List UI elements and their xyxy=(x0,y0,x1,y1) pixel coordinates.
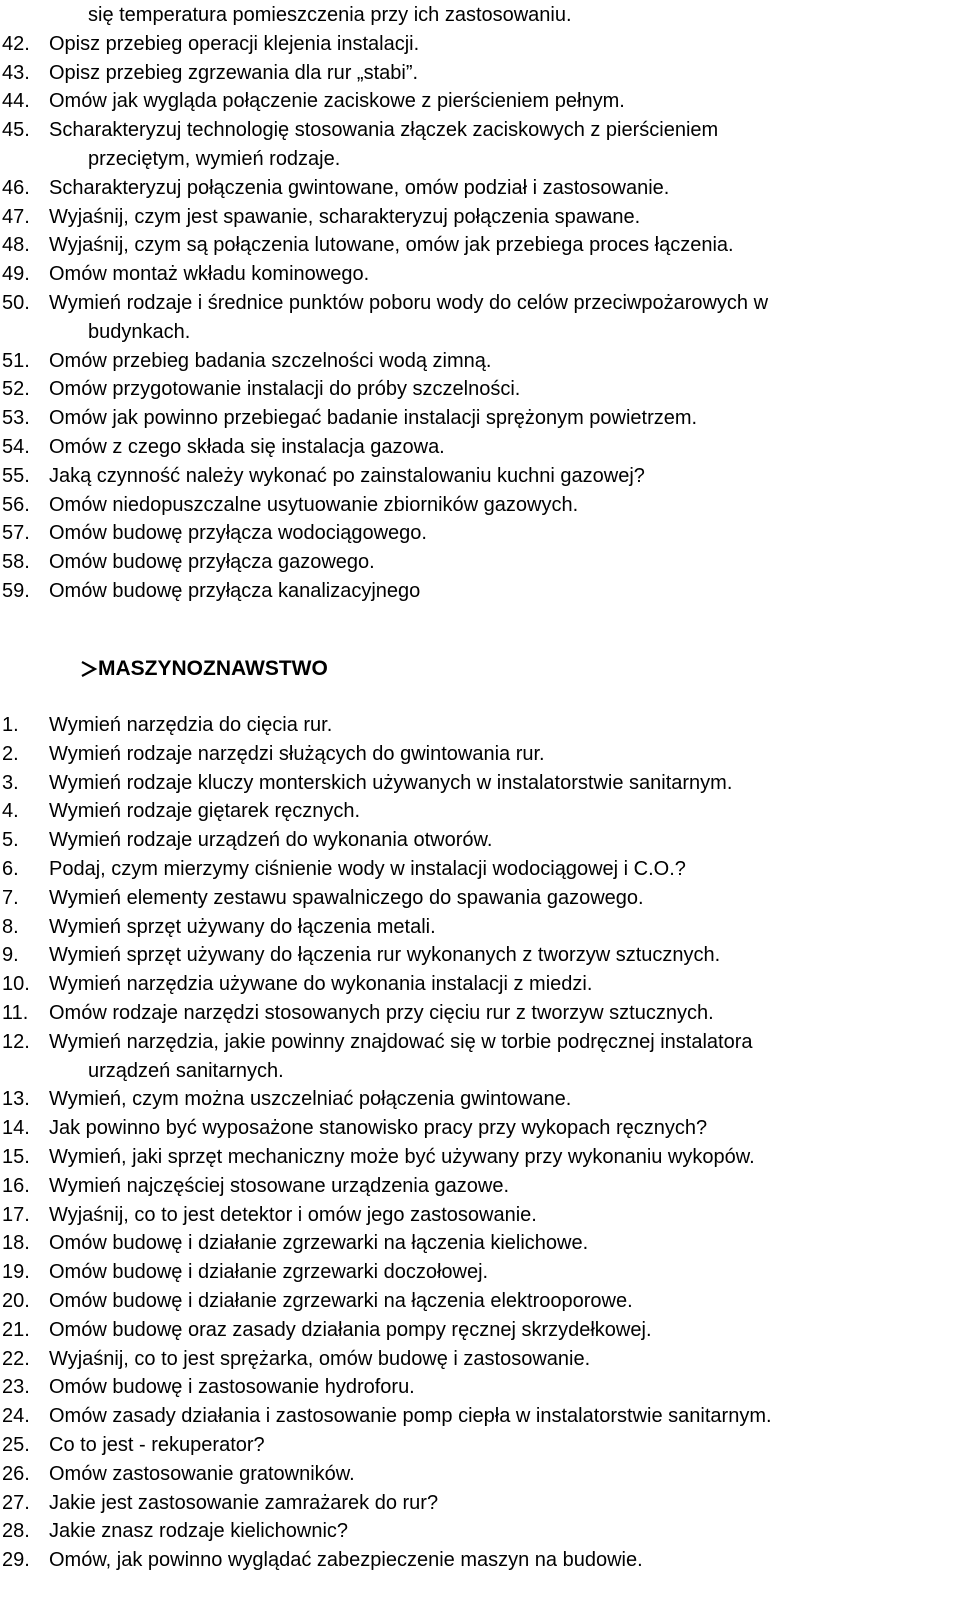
list-item-number: 9. xyxy=(2,944,19,967)
list-item-text: Omów zastosowanie gratowników. xyxy=(49,1462,355,1485)
list-item-text: Omów budowę przyłącza wodociągowego. xyxy=(49,522,427,545)
list-item-text: Scharakteryzuj połączenia gwintowane, omów podział i zastosowanie. xyxy=(49,176,670,199)
list-item-number: 11. xyxy=(2,1002,29,1024)
list-item-number: 47. xyxy=(2,205,30,228)
list-item-number: 8. xyxy=(2,915,19,938)
list-item xyxy=(0,855,960,884)
list-item-number: 49. xyxy=(2,263,30,286)
list-item-text: Wymień sprzęt używany do łączenia rur wykonanych z tworzyw sztucznych. xyxy=(49,944,721,967)
list-item-number: 59. xyxy=(2,580,30,602)
list-item-text: Omów jak wygląda połączenie zaciskowe z pierścieniem pełnym. xyxy=(49,90,625,113)
list-item xyxy=(0,174,960,203)
list-item-number: 16. xyxy=(2,1174,30,1197)
list-item-continuation: się temperatura pomieszczenia przy ich zastosowaniu. xyxy=(88,4,572,26)
list-item-text: Wymień, czym można uszczelniać połączenia gwintowane. xyxy=(49,1088,572,1111)
list-item-text: Omów jak powinno przebiegać badanie instalacji sprężonym powietrzem. xyxy=(49,407,698,430)
list-item-number: 50. xyxy=(2,292,30,314)
list-item xyxy=(0,769,960,798)
list-item xyxy=(0,289,960,318)
list-item xyxy=(0,59,960,88)
list-item xyxy=(0,1028,960,1057)
list-item-text: Omów niedopuszczalne usytuowanie zbiorników gazowych. xyxy=(49,493,579,516)
list-item xyxy=(0,1143,960,1172)
list-item-number: 43. xyxy=(2,61,30,84)
list-item-text: Wyjaśnij, czym jest spawanie, scharakteryzuj połączenia spawane. xyxy=(49,205,641,228)
list-item xyxy=(0,1172,960,1201)
list-item-text: Wymień rodzaje urządzeń do wykonania otworów. xyxy=(49,829,493,852)
list-item-text: Omów przygotowanie instalacji do próby szczelności. xyxy=(49,378,521,401)
list-item xyxy=(0,711,960,740)
list-item-text: Jakie jest zastosowanie zamrażarek do rur? xyxy=(49,1491,439,1514)
list-item xyxy=(0,347,960,376)
list-item-number: 55. xyxy=(2,464,30,487)
list-item xyxy=(0,116,960,145)
list-item xyxy=(0,913,960,942)
list-item-number: 7. xyxy=(2,886,19,909)
list-item xyxy=(0,1431,960,1460)
list-item xyxy=(0,797,960,826)
list-item-number: 42. xyxy=(2,32,30,55)
list-item-text: Wymień narzędzia używane do wykonania instalacji z miedzi. xyxy=(49,973,593,996)
list-item xyxy=(0,1229,960,1258)
list-item-text: Co to jest - rekuperator? xyxy=(49,1434,265,1456)
list-item xyxy=(0,1287,960,1316)
section-title: MASZYNOZNAWSTWO xyxy=(98,657,328,680)
list-item xyxy=(0,260,960,289)
list-item-number: 3. xyxy=(2,771,19,794)
list-item-number: 29. xyxy=(2,1549,30,1572)
list-item-number: 14. xyxy=(2,1117,30,1140)
list-item xyxy=(0,884,960,913)
list-item-text: Opisz przebieg operacji klejenia instalacji. xyxy=(49,32,420,55)
list-item-text: Wymień elementy zestawu spawalniczego do spawania gazowego. xyxy=(49,886,644,909)
list-item-number: 15. xyxy=(2,1146,30,1168)
list-item-text: Wymień rodzaje narzędzi służących do gwintowania rur. xyxy=(49,742,545,765)
list-item xyxy=(0,740,960,769)
list-item xyxy=(0,404,960,433)
list-item xyxy=(0,577,960,606)
list-item-text: Omów rodzaje narzędzi stosowanych przy cięciu rur z tworzyw sztucznych. xyxy=(49,1002,714,1024)
list-item-text: Wymień, jaki sprzęt mechaniczny może być używany przy wykonaniu wykopów. xyxy=(49,1146,755,1168)
list-item-text: Scharakteryzuj technologię stosowania złączek zaciskowych z pierścieniem xyxy=(49,119,719,142)
list-item xyxy=(0,999,960,1028)
list-item-number: 21. xyxy=(2,1318,30,1341)
list-item xyxy=(0,1373,960,1402)
list-item-number: 56. xyxy=(2,493,30,516)
arrowhead-bullet-icon xyxy=(80,660,98,678)
list-item-text: Wymień sprzęt używany do łączenia metali. xyxy=(49,915,436,938)
list-item-continuation: przeciętym, wymień rodzaje. xyxy=(88,148,341,170)
list-item-text: Omów przebieg badania szczelności wodą zimną. xyxy=(49,349,492,372)
list-item-number: 28. xyxy=(2,1520,30,1543)
list-item-text: Omów budowę i zastosowanie hydroforu. xyxy=(49,1376,415,1399)
list-item-number: 5. xyxy=(2,829,19,852)
list-item xyxy=(0,1114,960,1143)
list-item-text: Omów budowę i działanie zgrzewarki doczołowej. xyxy=(49,1261,489,1284)
list-item-number: 57. xyxy=(2,522,30,545)
list-item-number: 58. xyxy=(2,551,30,574)
list-item-text: Wymień rodzaje i średnice punktów poboru wody do celów przeciwpożarowych w xyxy=(49,292,769,314)
list-item-text: Jaką czynność należy wykonać po zainstalowaniu kuchni gazowej? xyxy=(49,464,645,487)
list-item-text: Omów budowę przyłącza gazowego. xyxy=(49,551,375,574)
list-item xyxy=(0,1258,960,1287)
list-item-text: Wymień rodzaje giętarek ręcznych. xyxy=(49,800,361,823)
list-item-number: 27. xyxy=(2,1491,30,1514)
list-item-number: 48. xyxy=(2,234,30,257)
list-item-text: Wymień rodzaje kluczy monterskich używanych w instalatorstwie sanitarnym. xyxy=(49,771,733,794)
list-item xyxy=(0,231,960,260)
list-item-number: 24. xyxy=(2,1405,30,1428)
list-item-text: Omów budowę i działanie zgrzewarki na łączenia kielichowe. xyxy=(49,1232,589,1255)
list-item xyxy=(0,1402,960,1431)
list-item-text: Jakie znasz rodzaje kielichownic? xyxy=(49,1520,349,1543)
list-item-number: 4. xyxy=(2,800,19,823)
list-item xyxy=(0,87,960,116)
list-item xyxy=(0,491,960,520)
list-item-text: Wymień narzędzia do cięcia rur. xyxy=(49,714,333,736)
list-item xyxy=(0,548,960,577)
list-item-number: 17. xyxy=(2,1203,30,1226)
list-item-text: Wyjaśnij, co to jest detektor i omów jego zastosowanie. xyxy=(49,1203,537,1226)
list-item-text: Omów budowę oraz zasady działania pompy ręcznej skrzydełkowej. xyxy=(49,1318,652,1341)
list-item-text: Wymień najczęściej stosowane urządzenia gazowe. xyxy=(49,1174,510,1197)
list-item xyxy=(0,30,960,59)
list-item xyxy=(0,1,960,30)
list-item-text: Omów montaż wkładu kominowego. xyxy=(49,263,370,286)
list-item-number: 20. xyxy=(2,1290,30,1312)
list-item-text: Wyjaśnij, co to jest sprężarka, omów budowę i zastosowanie. xyxy=(49,1347,591,1370)
list-item-number: 19. xyxy=(2,1261,30,1284)
list-item xyxy=(0,433,960,462)
list-item-text: Podaj, czym mierzymy ciśnienie wody w instalacji wodociągowej i C.O.? xyxy=(49,858,686,880)
list-item-number: 44. xyxy=(2,90,30,113)
list-item-number: 10. xyxy=(2,973,30,996)
list-item xyxy=(0,1085,960,1114)
list-item-number: 22. xyxy=(2,1347,30,1370)
list-item xyxy=(0,1316,960,1345)
list-item-text: Omów, jak powinno wyglądać zabezpieczenie maszyn na budowie. xyxy=(49,1549,643,1572)
list-item xyxy=(0,1201,960,1230)
list-item xyxy=(0,1517,960,1546)
list-item-text: Omów budowę i działanie zgrzewarki na łączenia elektrooporowe. xyxy=(49,1290,633,1312)
list-item xyxy=(0,145,960,174)
list-item-number: 45. xyxy=(2,119,30,142)
list-item-text: Wymień narzędzia, jakie powinny znajdować się w torbie podręcznej instalatora xyxy=(49,1030,753,1053)
list-item xyxy=(0,1546,960,1575)
list-item xyxy=(0,826,960,855)
list-item-number: 2. xyxy=(2,742,19,765)
list-item xyxy=(0,519,960,548)
list-item-number: 46. xyxy=(2,176,30,199)
list-item-text: Jak powinno być wyposażone stanowisko pracy przy wykopach ręcznych? xyxy=(49,1117,708,1140)
list-item-number: 6. xyxy=(2,858,19,880)
list-item-number: 25. xyxy=(2,1434,30,1456)
list-item-number: 26. xyxy=(2,1462,30,1485)
list-item-continuation: budynkach. xyxy=(88,320,191,343)
list-item xyxy=(0,462,960,491)
list-item-number: 1. xyxy=(2,714,19,736)
list-item-text: Opisz przebieg zgrzewania dla rur „stabi”. xyxy=(49,61,419,84)
list-item xyxy=(0,1345,960,1374)
list-item-number: 51. xyxy=(2,349,30,372)
list-item xyxy=(0,375,960,404)
list-item xyxy=(0,941,960,970)
list-item-number: 52. xyxy=(2,378,30,401)
list-item xyxy=(0,1489,960,1518)
list-item-number: 12. xyxy=(2,1030,30,1053)
list-item-continuation: urządzeń sanitarnych. xyxy=(88,1059,284,1082)
list-item xyxy=(0,1057,960,1086)
list-item-text: Wyjaśnij, czym są połączenia lutowane, omów jak przebiega proces łączenia. xyxy=(49,234,734,257)
list-item xyxy=(0,970,960,999)
list-item xyxy=(0,318,960,347)
list-item-number: 18. xyxy=(2,1232,30,1255)
list-item-number: 23. xyxy=(2,1376,30,1399)
list-item-number: 53. xyxy=(2,407,30,430)
list-item-text: Omów zasady działania i zastosowanie pomp ciepła w instalatorstwie sanitarnym. xyxy=(49,1405,772,1428)
list-item xyxy=(0,203,960,232)
list-item-number: 13. xyxy=(2,1088,30,1111)
list-item-text: Omów budowę przyłącza kanalizacyjnego xyxy=(49,580,421,602)
list-item-text: Omów z czego składa się instalacja gazowa. xyxy=(49,436,445,458)
list-item-number: 54. xyxy=(2,436,30,458)
list-item xyxy=(0,1460,960,1489)
